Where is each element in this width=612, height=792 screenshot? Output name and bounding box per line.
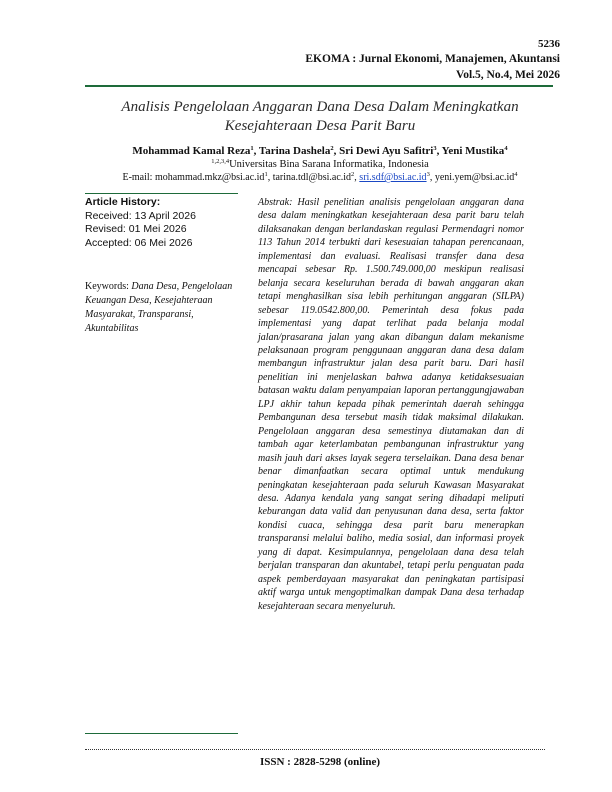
email-sup: 2 xyxy=(351,171,355,178)
author-name: Yeni Mustika xyxy=(441,145,505,157)
footer-divider xyxy=(85,749,545,750)
author-sup: 2 xyxy=(330,145,334,152)
info-divider-top xyxy=(85,193,238,194)
page-number: 5236 xyxy=(538,38,560,50)
email-hyperlink[interactable]: sri.sdf@bsi.ac.id xyxy=(359,172,427,183)
title-line-2: Kesejahteraan Desa Parit Baru xyxy=(224,118,416,134)
journal-name: EKOMA : Jurnal Ekonomi, Manajemen, Akuntansi xyxy=(305,53,560,65)
keywords-block xyxy=(85,280,245,336)
abstract-text: Hasil penelitian analisis pengelolaan anggaran dana desa dalam meningkatkan kesejahteraan desa parit baru telah dilaksanakan dengan berlandaskan regulasi Permendagri nomor 113 Tahun 2014 terbukti dari kesesuaian tahapan perencanaan, implementasi dan evaluasi. Realisasi transfer dana desa mencapai sebesar Rp. 1.500.749.000,00 meskipun realisasi belanja secara keseluruhan berada di bawah anggaran akan tetapi menghasilkan sisa lebih perhitungan anggaran (SILPA) sebesar 119.0542.800,00. Pemerintah desa fokus pada implementasi yang dapat terlihat pada belanja modal jalan/prasarana jalan yang akan dibangun dalam mekanisme pelaksanaan program penggunaan anggaran dana desa dalam membangun infrastruktur jalan desa parit baru. Dari hasil penelitian ini menjelaskan bahwa adanya ketidaksesuaian batasan waktu dalam penyampaian laporan pertanggungjawaban LPJ akhir tahun kepada pihak pemerintah daerah sehingga Pembangunan desa tersebut masih tidak maksimal dilakukan. Pengelolaan anggaran desa semestinya diutamakan dan di tambah agar keterlambatan pembangunan infrastruktur yang masih jauh dari akses layak segera terselaikan. Dana desa benar benar dimanfaatkan secara optimal untuk mendukung peningkatan kesejahteraan pada seluruh Kawasan Masyarakat desa. Adanya kendala yang sangat sering dihadapi meliputi keburangan data valid dan penyusunan dana desa, serta faktor kondisi cuaca, sehingga desa parit baru menerapkan transparansi melalui baliho, media sosial, dan informasi proyek yang di dapat. Kesimpulannya, pengelolaan dana desa telah berjalan transparan dan akuntabel, tetapi perlu penguatan pada aspek pemberdayaan masyarakat dan peningkatan partisipasi aktif warga untuk mengoptimalkan dampak Dana desa terhadap kesejahteraan secara menyeluruh. xyxy=(258,197,524,612)
accepted-date: Accepted: 06 Mei 2026 xyxy=(85,236,193,249)
email-link[interactable]: tarina.tdl@bsi.ac.id xyxy=(272,172,352,183)
author-sup: 1 xyxy=(250,145,254,152)
article-title xyxy=(60,98,580,136)
info-divider-bottom xyxy=(85,733,238,734)
author-sup: 4 xyxy=(504,145,508,152)
email-line: E-mail: $mohammad.mkz@bsi.ac.id^1$, $tarina.tdl@bsi.ac.id^2$, $sri.sdf@bsi.ac.id^3$, $yeni.yem@bsi.ac.id^4$ xyxy=(122,171,518,183)
keywords-label: Keywords: xyxy=(85,281,129,292)
email-sup: 4 xyxy=(514,171,518,178)
email-label: E-mail: xyxy=(122,172,155,183)
article-history-heading: Article History: xyxy=(85,196,161,208)
author-name: Tarina Dashela xyxy=(258,145,331,157)
affiliation xyxy=(60,159,580,170)
affiliation-sup: 1,2,3,4 xyxy=(211,158,230,165)
email-sup: 1 xyxy=(264,171,268,178)
author-name: Sri Dewi Ayu Safitri xyxy=(339,145,434,157)
issn-footer: ISSN : 2828-5298 (online) xyxy=(259,756,381,768)
title-line-1: Analisis Pengelolaan Anggaran Dana Desa Dalam Meningkatkan xyxy=(121,99,519,115)
keywords-text: Dana Desa, Pengelolaan Keuangan Desa, Kesejahteraan Masyarakat, Transparansi, Akuntabilitas xyxy=(85,281,233,334)
author-name: Mohammad Kamal Reza xyxy=(132,145,251,157)
journal-volume: Vol.5, No.4, Mei 2026 xyxy=(455,69,560,81)
author-sup: 3 xyxy=(433,145,437,152)
abstract-block xyxy=(258,196,524,613)
header-divider xyxy=(85,85,553,87)
email-sup: 3 xyxy=(426,171,430,178)
affiliation-text: Universitas Bina Sarana Informatika, Indonesia xyxy=(229,159,429,170)
email-link[interactable]: yeni.yem@bsi.ac.id xyxy=(434,172,515,183)
article-history xyxy=(85,196,245,250)
received-date: Received: 13 April 2026 xyxy=(85,209,196,222)
abstract-label: Abstrak: xyxy=(258,197,293,208)
revised-date: Revised: 01 Mei 2026 xyxy=(85,223,187,235)
author-list: Mohammad Kamal Reza$^1$, Tarina Dashela$^2$, Sri Dewi Ayu Safitri$^3$, Yeni Mustika$^4$ xyxy=(132,145,508,157)
email-link[interactable]: mohammad.mkz@bsi.ac.id xyxy=(154,172,265,183)
journal-header xyxy=(220,51,560,83)
